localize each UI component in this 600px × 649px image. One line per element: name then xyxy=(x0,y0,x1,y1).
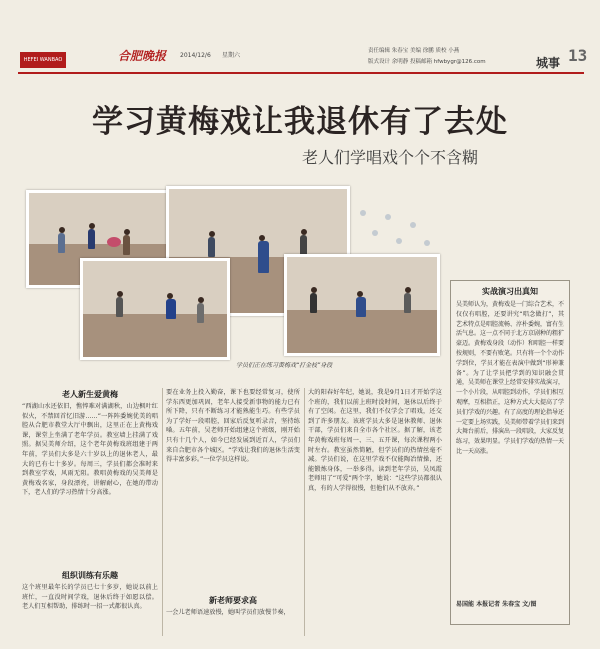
col2-body: 要在业务上投入勤奋，课下也要经常复习，使所学东西更加巩固，老年人接受新事物的能力已有所下降，只有不断练习才能熟能生巧。有些学员为了学好一段唱腔，回家后反复听录音，坚持练嗓。五年前，吴老师开始组建这个班级，刚开始只有十几个人，如今已经发展到近百人，学员们来自合肥市各个城区。“学戏让我们的退休生活变得丰富多彩。”一位学员这样说。 xyxy=(166,389,300,464)
column-rule xyxy=(304,388,305,636)
photo-dancers-4 xyxy=(284,254,440,356)
col1-heading: 老人新生爱黄梅 xyxy=(62,389,118,399)
decor-dot xyxy=(396,238,402,244)
contact-line: 版式设计 余明静 投稿邮箱 hfwbygr@126.com xyxy=(368,59,486,65)
paper-name: 合肥晚报 xyxy=(118,49,167,63)
issue-date: 2014/12/6 xyxy=(180,52,211,59)
section-label: 城事 xyxy=(536,56,561,70)
sidebar-title: 实战演习出真知 xyxy=(482,286,538,296)
column-1 xyxy=(22,388,158,638)
masthead xyxy=(0,0,600,84)
decor-dot xyxy=(410,222,416,228)
page-number: 13 xyxy=(568,46,588,65)
editors-line: 责任编辑 朱春宝 美编 徐鹏 质校 小燕 xyxy=(368,48,460,54)
subheadline: 老人们学唱戏个个不含糊 xyxy=(301,148,478,167)
column-3 xyxy=(308,388,442,638)
column-2 xyxy=(166,388,300,638)
decor-dot xyxy=(385,214,391,220)
headline: 学习黄梅戏让我退休有了去处 xyxy=(92,104,508,140)
masthead-rule xyxy=(18,72,584,74)
col1-heading-2: 组织训练有乐趣 xyxy=(62,570,118,580)
sidebar-body: 吴美师认为，黄梅戏是一门综合艺术，不仅仅有唱腔，还要讲究“唱念做打”，其艺术特点是唱腔流畅、淳朴委婉，富有生活气息。这一点不同于北方京剧种的粗犷豪迈。黄梅戏身段（动作）和唱腔一样要按规则，不要有败笔。只有将一个个动作学到位，学员才能在表演中做到“形神兼备”。为了让学员把学到的知识融会贯通，吴美师在课堂上经常安排实战演习，一个小片段，从唱腔到动作，学员们相互观摩，互相指正，这种方式大大提高了学员们学戏的兴趣。有了高度的理论指导还一定要上场实践，吴美师带着学员们来到大舞台前后，排演出一段唱段，大家反复练习，效果明显。学员们学戏的热情一天比一天高涨。 xyxy=(456,301,564,455)
sidebar-byline: 易国能 本报记者 朱春宝 文/图 xyxy=(456,601,537,608)
issue-weekday: 星期六 xyxy=(222,52,241,59)
photo-caption: 学员们正在练习黄梅戏“打金枝”身段 xyxy=(236,362,333,369)
col2-body-2: 一会儿老师语速放慢，她叫学员们放慢节奏， xyxy=(166,609,290,616)
decor-dot xyxy=(424,240,430,246)
decor-dot xyxy=(372,230,378,236)
sidebar-box xyxy=(450,280,570,625)
decor-dot xyxy=(360,210,366,216)
col1-body-2: 这个班里最年长的学员已七十多岁，她说以前上班忙，一直没时间学戏，退休后终于如愿以偿。老人们互相帮助，排练时一招一式都很认真。 xyxy=(22,584,158,611)
masthead-badge: HEFEI WANBAO xyxy=(20,52,66,68)
photo-dancers-3 xyxy=(80,258,230,360)
col3-body: 大的阳春好年纪，她说，我是9月1日才开始学这个班的，我们以前上班时没时间，退休以后终于有了空闲。在这里，我们不仅学会了唱戏，还交到了许多朋友。该班学员大多是退休教师、退休干部，学员们来自全市各个社区。据了解，该老年黄梅戏班每周一、三、五开课，每次课程两小时左右。教室虽然简陋，但学员们的热情丝毫不减。学员们说，在这里学戏不仅能陶冶情操，还能锻炼身体，一举多得。读到老年学员，吴凤霞老师用了“可爱”两个字，她说：“这些学员都很认真，有的人学得很慢，但他们从不放弃。” xyxy=(308,389,442,492)
col1-body: “西湖山水还依旧，憔悴难对满湖秋，山边枫叶红似火，不禁回首忆旧游……”一阵阵委婉优美的唱腔从合肥市教堂大厅中飘出，这里正在上黄梅戏课，课堂上坐满了老年学员。教室墙上挂满了戏照。据吴美师介绍，这个老年黄梅戏班组建于两年前，学员们大多是六十岁以上的退休老人，最大的已有七十多岁。每周三，学员们都会准时来到教室学戏，风雨无阻。教唱黄梅戏的吴美师是黄梅戏名家，身段漂亮，讲解耐心，在她的带动下，老人们的学习热情十分高涨。 xyxy=(22,403,158,497)
col2-heading: 新老师要求高 xyxy=(209,595,257,605)
column-rule xyxy=(162,388,163,636)
